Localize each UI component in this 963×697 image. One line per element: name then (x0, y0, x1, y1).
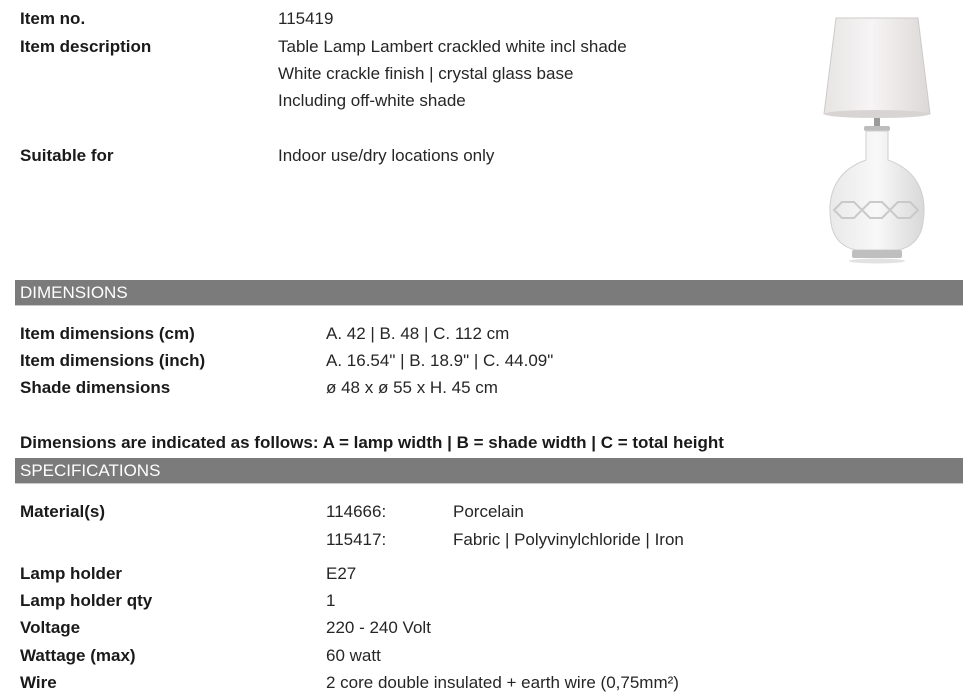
divider (15, 483, 963, 484)
dimension-label: Shade dimensions (20, 378, 171, 397)
item-description-line: Table Lamp Lambert crackled white incl shade (278, 37, 627, 56)
spec-label: Wire (20, 673, 57, 692)
dimensions-header (15, 280, 963, 305)
dimension-value: A. 42 | B. 48 | C. 112 cm (326, 324, 510, 343)
material-code: 115417: (326, 530, 387, 549)
item-no-label: Item no. (20, 9, 86, 28)
specifications-header (15, 458, 963, 483)
item-no-value: 115419 (278, 9, 334, 28)
spec-label: Lamp holder qty (20, 591, 153, 610)
item-description-line: White crackle finish | crystal glass base (278, 64, 574, 83)
dimension-label: Item dimensions (inch) (20, 351, 206, 370)
item-description-label: Item description (20, 37, 152, 56)
item-description-line: Including off-white shade (278, 91, 466, 110)
product-lamp-image (818, 10, 938, 265)
spec-label: Wattage (max) (20, 646, 136, 665)
spec-value: 220 - 240 Volt (326, 618, 431, 637)
dimension-label: Item dimensions (cm) (20, 324, 195, 343)
dimension-value: ø 48 x ø 55 x H. 45 cm (326, 378, 498, 397)
dimensions-header-title: DIMENSIONS (20, 283, 128, 302)
suitable-for-label: Suitable for (20, 146, 114, 165)
spec-value: E27 (326, 564, 357, 583)
specifications-header-title: SPECIFICATIONS (20, 461, 161, 480)
spec-label: Lamp holder (20, 564, 123, 583)
dimension-value: A. 16.54" | B. 18.9" | C. 44.09" (326, 351, 554, 370)
suitable-for-value: Indoor use/dry locations only (278, 146, 495, 165)
materials-label: Material(s) (20, 502, 106, 521)
material-value: Fabric | Polyvinylchloride | Iron (453, 530, 684, 549)
material-value: Porcelain (453, 502, 524, 521)
spec-value: 60 watt (326, 646, 381, 665)
spec-label: Voltage (20, 618, 81, 637)
divider (15, 305, 963, 306)
material-code: 114666: (326, 502, 387, 521)
spec-value: 1 (326, 591, 336, 610)
spec-value: 2 core double insulated + earth wire (0,75mm²) (326, 673, 679, 692)
dimensions-note: Dimensions are indicated as follows: A = lamp width | B = shade width | C = total height (20, 433, 724, 452)
